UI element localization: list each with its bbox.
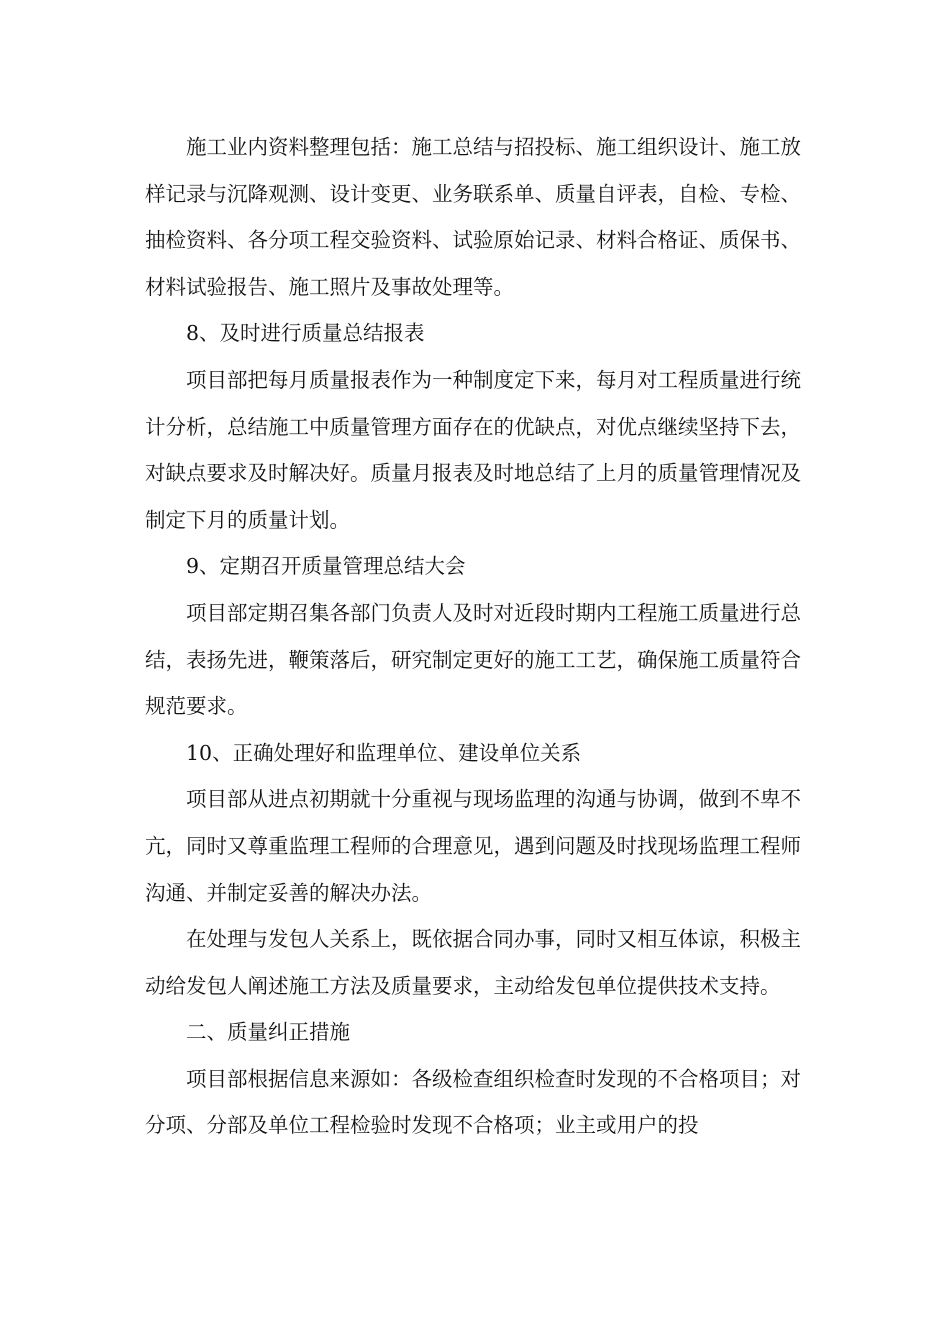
heading-corrective-measures: 二、质量纠正措施: [186, 1020, 350, 1045]
paragraph-monthly-report: 项目部把每月质量报表作为一种制度定下来，每月对工程质量进行统计分析，总结施工中质量管理方面存在的优缺点，对优点继续坚持下去，对缺点要求及时解决好。质量月报表及时地总结了上月的质量管理情况及制定下月的质量计划。: [145, 367, 801, 532]
document-page: [145, 124, 801, 1149]
paragraph-employer-relations: 在处理与发包人关系上，既依据合同办事，同时又相互体谅，积极主动给发包人阐述施工方法及质量要求，主动给发包单位提供技术支持。: [145, 927, 801, 998]
heading-supervision-relations: 10、正确处理好和监理单位、建设单位关系: [186, 740, 582, 765]
heading-quality-report: 8、及时进行质量总结报表: [186, 321, 425, 346]
heading-quality-meeting: 9、定期召开质量管理总结大会: [186, 554, 466, 579]
paragraph-internal-records: 施工业内资料整理包括：施工总结与招投标、施工组织设计、施工放样记录与沉降观测、设计变更、业务联系单、质量自评表，自检、专检、抽检资料、各分项工程交验资料、试验原始记录、材料合格证、质保书、材料试验报告、施工照片及事故处理等。: [145, 135, 801, 299]
paragraph-meeting-summary: 项目部定期召集各部门负责人及时对近段时期内工程施工质量进行总结，表扬先进，鞭策落后，研究制定更好的施工工艺，确保施工质量符合规范要求。: [145, 600, 801, 719]
paragraph-information-sources: 项目部根据信息来源如：各级检查组织检查时发现的不合格项目；对分项、分部及单位工程检验时发现不合格项；业主或用户的投: [145, 1066, 801, 1138]
paragraph-supervision-communication: 项目部从进点初期就十分重视与现场监理的沟通与协调，做到不卑不亢，同时又尊重监理工程师的合理意见，遇到问题及时找现场监理工程师沟通、并制定妥善的解决办法。: [145, 787, 801, 905]
